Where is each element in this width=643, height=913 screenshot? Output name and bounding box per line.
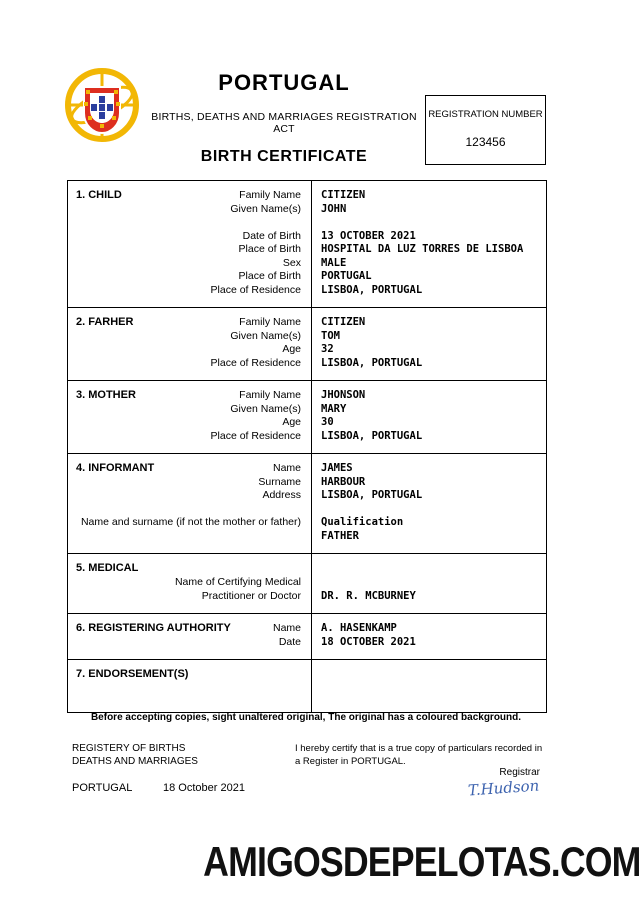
portugal-coat-of-arms-icon xyxy=(62,60,142,150)
certify-statement: I hereby certify that is a true copy of particulars recorded in a Register in PORTUGAL. xyxy=(295,743,543,767)
field-value: LISBOA, PORTUGAL xyxy=(321,429,423,442)
field-value: A. HASENKAMP xyxy=(321,622,397,634)
field-value: 30 xyxy=(321,416,334,428)
country-title: PORTUGAL xyxy=(218,70,350,95)
header xyxy=(148,70,420,166)
registration-number-value: 123456 xyxy=(465,135,506,149)
section-1 xyxy=(68,181,546,307)
field-label: Place of Residence xyxy=(210,356,301,369)
registration-number-label: REGISTRATION NUMBER xyxy=(428,109,543,120)
field-value: 13 OCTOBER 2021 xyxy=(321,229,416,242)
watermark-text: AMIGOSDEPELOTAS.COM xyxy=(203,838,641,885)
footer-date: 18 October 2021 xyxy=(163,782,245,794)
field-label: Surname xyxy=(258,475,301,488)
field-label: Address xyxy=(262,489,301,501)
field-value xyxy=(311,503,546,517)
field-label xyxy=(68,216,311,230)
document-title: BIRTH CERTIFICATE xyxy=(200,148,368,165)
field-label: Date xyxy=(278,635,301,648)
field-label: Place of Birth xyxy=(238,243,301,255)
field-value: HOSPITAL DA LUZ TORRES DE LISBOA xyxy=(321,243,524,255)
field-value: DR. R. MCBURNEY xyxy=(321,589,416,602)
field-label xyxy=(68,530,311,544)
certificate-table xyxy=(67,180,547,713)
section-7 xyxy=(68,659,546,712)
section-3 xyxy=(68,380,546,453)
field-label: Family Name xyxy=(239,189,301,201)
registrar-label: Registrar xyxy=(499,767,540,778)
section-rows xyxy=(68,574,546,613)
field-value: LISBOA, PORTUGAL xyxy=(321,283,423,296)
field-value xyxy=(311,576,546,590)
section-rows xyxy=(68,181,546,307)
field-value: JOHN xyxy=(321,202,347,215)
field-label: Name xyxy=(272,622,301,634)
registry-block xyxy=(72,742,198,768)
copy-notice: Before accepting copies, sight unaltered original, The original has a coloured background. xyxy=(90,712,522,723)
field-value: FATHER xyxy=(321,529,359,542)
section-5 xyxy=(68,553,546,613)
field-value: CITIZEN xyxy=(321,316,366,328)
field-label: Family Name xyxy=(239,389,301,401)
section-title: 2. FARHER xyxy=(76,316,134,328)
field-value: Qualification xyxy=(321,516,404,528)
field-value: 32 xyxy=(321,343,334,355)
section-title: 6. REGISTERING AUTHORITY xyxy=(76,622,231,634)
field-label: Family Name xyxy=(239,316,301,328)
field-value: JAMES xyxy=(321,462,353,474)
field-value xyxy=(311,216,546,230)
field-label: Given Name(s) xyxy=(230,202,301,215)
footer-place: PORTUGAL xyxy=(72,782,133,794)
field-label: Place of Residence xyxy=(210,283,301,296)
field-label: Practitioner or Doctor xyxy=(201,589,301,602)
section-rows xyxy=(68,614,546,659)
field-label: Name xyxy=(272,462,301,474)
section-4 xyxy=(68,453,546,553)
act-line: BIRTHS, DEATHS AND MARRIAGES REGISTRATION ACT xyxy=(151,111,417,135)
field-value: MARY xyxy=(321,402,347,415)
field-value: CITIZEN xyxy=(321,189,366,201)
field-label: Sex xyxy=(282,256,301,269)
field-label: Name and surname (if not the mother or father) xyxy=(80,516,301,528)
section-title: 4. INFORMANT xyxy=(76,462,155,474)
field-label: Date of Birth xyxy=(242,229,301,242)
field-label: Name of Certifying Medical xyxy=(174,576,301,588)
field-label: Given Name(s) xyxy=(230,402,301,415)
section-6 xyxy=(68,613,546,659)
field-label: Place of Birth xyxy=(238,270,301,282)
field-value: JHONSON xyxy=(321,389,366,401)
field-value: LISBOA, PORTUGAL xyxy=(321,489,423,501)
registry-line-1: REGISTERY OF BIRTHS xyxy=(72,743,186,754)
field-label: Age xyxy=(282,416,301,428)
section-rows xyxy=(68,308,546,380)
section-title: 3. MOTHER xyxy=(76,389,136,401)
field-value: 18 OCTOBER 2021 xyxy=(321,635,416,648)
field-value: HARBOUR xyxy=(321,475,366,488)
section-2 xyxy=(68,307,546,380)
field-label: Place of Residence xyxy=(210,429,301,442)
field-label: Age xyxy=(282,343,301,355)
registrar-signature: T.Hudson xyxy=(467,776,540,800)
section-title: 1. CHILD xyxy=(76,189,122,201)
field-value: LISBOA, PORTUGAL xyxy=(321,356,423,369)
field-value: PORTUGAL xyxy=(321,270,372,282)
section-rows xyxy=(68,381,546,453)
registration-number-box xyxy=(425,95,546,165)
field-label: Given Name(s) xyxy=(230,329,301,342)
field-value: MALE xyxy=(321,256,347,269)
section-title: 7. ENDORSEMENT(S) xyxy=(76,668,189,680)
registry-line-2: DEATHS AND MARRIAGES xyxy=(72,756,198,767)
field-label xyxy=(68,503,311,517)
field-value: TOM xyxy=(321,329,340,342)
section-title: 5. MEDICAL xyxy=(76,562,139,574)
